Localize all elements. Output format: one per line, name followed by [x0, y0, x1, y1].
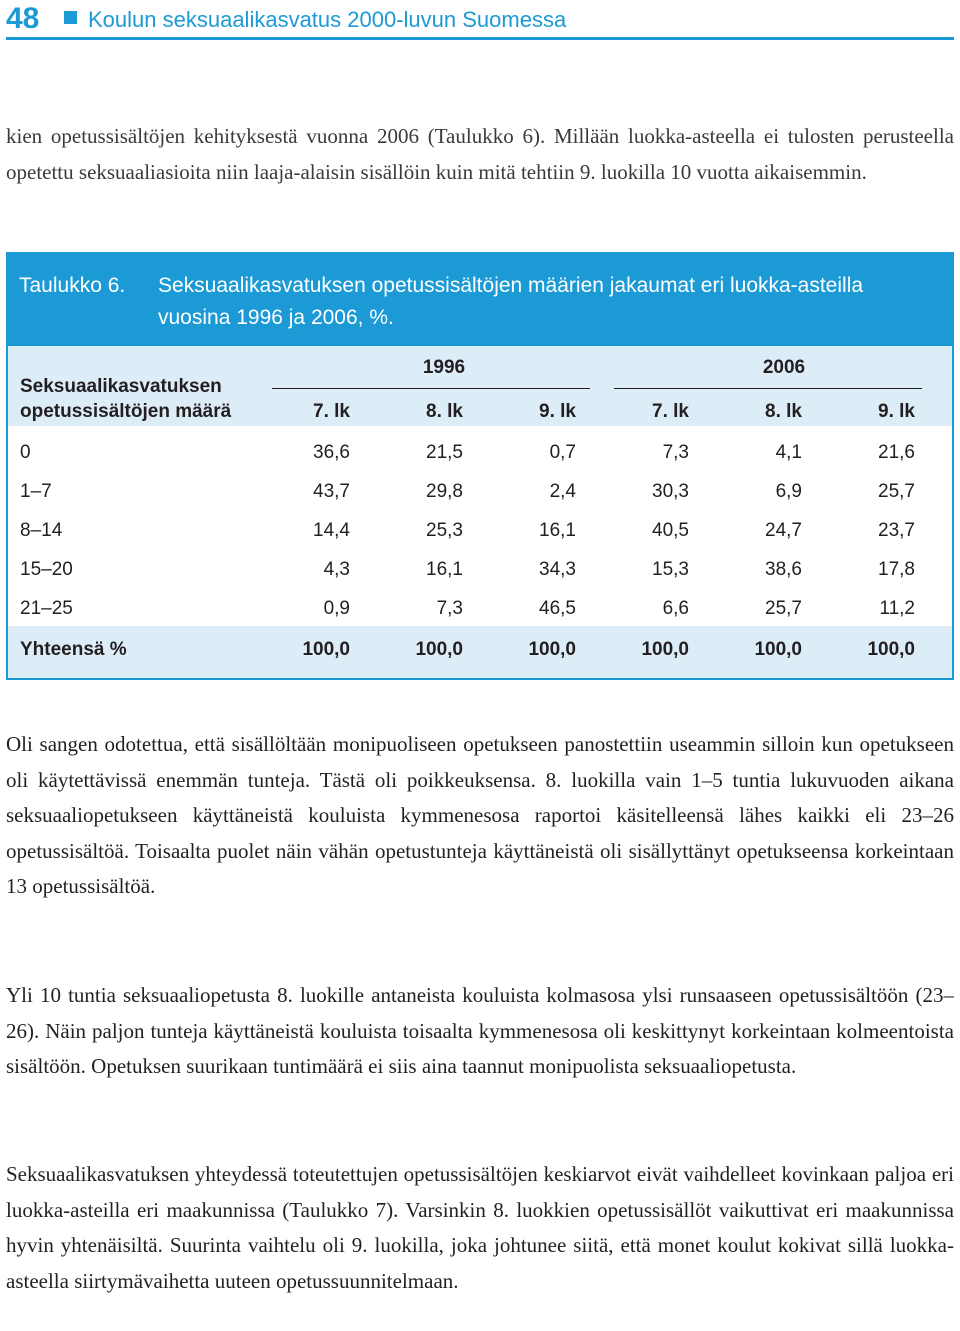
table-cell: 25,7 — [765, 598, 802, 619]
total-cell: 100,0 — [641, 639, 689, 660]
table-cell: 43,7 — [313, 481, 350, 502]
table-cell: 29,8 — [426, 481, 463, 502]
col-header: 8. lk — [765, 401, 802, 422]
body-paragraph: Seksuaalikasvatuksen yhteydessä toteutettujen opetussisältöjen keskiarvot eivät vaihdelleet kovinkaan paljoa eri luokka-asteilla eri maakunnissa (Taulukko 7). Varsinkin 8. luokkien opetussisällöt vaikuttivat eri maakunnissa hyvin yhtenäisiltä. Suurinta vaihtelu oli 9. luokilla, joka johtunee siitä, että monet koulut kokivat sillä luokka-asteella siirtymävaihetta uuteen opetussuunnitelmaan. — [6, 1162, 954, 1293]
table-cell: 6,6 — [662, 598, 689, 619]
table-cell: 14,4 — [313, 520, 350, 541]
table-cell: 23,7 — [878, 520, 915, 541]
body-paragraph: Oli sangen odotettua, että sisällöltään monipuoliseen opetukseen panostettiin useammin silloin kun opetukseen oli käytettävissä enemmän tunteja. Tästä oli poikkeuksensa. 8. luokilla vain 1–5 tuntia lukuvuoden aikana seksuaaliopetukseen käyttäneistä kouluista kymmenesosa raportoi käsitelleensä lähes kaikki eli 23–26 opetussisältöä. Toisaalta puolet näin vähän opetustunteja käyttäneistä oli sisällyttänyt opetukseensa korkeintaan 13 opetussisältöä. — [6, 732, 954, 898]
table-cell: 15,3 — [652, 559, 689, 580]
page-number: 48 — [6, 2, 40, 35]
table-cell: 4,1 — [775, 442, 802, 463]
table-cell: 30,3 — [652, 481, 689, 502]
table-cell: 21,6 — [878, 442, 915, 463]
caption-text: Seksuaalikasvatuksen opetussisältöjen määrien jakaumat eri luokka-asteilla vuosina 1996 ja 2006, %. — [158, 274, 864, 329]
table-cell: 24,7 — [765, 520, 802, 541]
total-row — [8, 626, 952, 678]
table-cell: 7,3 — [436, 598, 463, 619]
table-cell: 0,7 — [549, 442, 576, 463]
year-2006: 2006 — [762, 357, 806, 378]
header-rule — [6, 37, 954, 40]
year-2006-rule — [614, 388, 922, 389]
table-cell: 25,7 — [878, 481, 915, 502]
table-cell: 34,3 — [539, 559, 576, 580]
table-row — [8, 434, 952, 473]
row-label: 21–25 — [20, 598, 73, 619]
body-paragraph: Yli 10 tuntia seksuaaliopetusta 8. luokille antaneista kouluista kolmasosa ylsi runsaaseen opetussisältöön (23–26). Näin paljon tunteja käyttäneistä kouluista toisaalta kymmenesosa oli keskittynyt korkeintaan kolmeentoista sisältöön. Opetuksen suurikaan tuntimäärä ei siis aina taannut monipuolista seksuaaliopetusta. — [6, 983, 954, 1078]
caption-label: Taulukko 6. — [19, 274, 126, 297]
table-cell: 46,5 — [539, 598, 576, 619]
row-label: 8–14 — [20, 520, 63, 541]
table-cell: 21,5 — [426, 442, 463, 463]
table-cell: 17,8 — [878, 559, 915, 580]
row-header-line2: opetussisältöjen määrä — [20, 401, 232, 422]
table-cell: 16,1 — [426, 559, 463, 580]
total-cell: 100,0 — [415, 639, 463, 660]
col-header: 8. lk — [426, 401, 463, 422]
table-cell: 7,3 — [662, 442, 689, 463]
table-row — [8, 590, 952, 629]
table-header — [8, 346, 952, 426]
total-label: Yhteensä % — [20, 639, 127, 660]
table-cell: 11,2 — [879, 598, 915, 619]
page-header — [0, 0, 960, 40]
col-header: 7. lk — [652, 401, 689, 422]
year-1996-rule — [272, 388, 590, 389]
table-cell: 36,6 — [313, 442, 350, 463]
table-cell: 6,9 — [775, 481, 802, 502]
table-row — [8, 512, 952, 551]
col-header: 9. lk — [878, 401, 915, 422]
total-cell: 100,0 — [867, 639, 915, 660]
square-bullet-icon — [64, 11, 77, 24]
total-cell: 100,0 — [302, 639, 350, 660]
table-cell: 40,5 — [652, 520, 689, 541]
table-caption — [8, 254, 952, 346]
table-cell: 0,9 — [323, 598, 350, 619]
row-header-label — [20, 374, 231, 424]
table-row — [8, 473, 952, 512]
table-row — [8, 551, 952, 590]
col-header: 9. lk — [539, 401, 576, 422]
total-cell: 100,0 — [754, 639, 802, 660]
total-cell: 100,0 — [528, 639, 576, 660]
table-6 — [6, 252, 954, 680]
col-header: 7. lk — [313, 401, 350, 422]
intro-paragraph: kien opetussisältöjen kehityksestä vuonna 2006 (Taulukko 6). Millään luokka-asteella ei tulosten perusteella opetettu seksuaaliasioita niin laaja-alaisin sisällöin kuin mitä tehtiin 9. luokilla 10 vuotta aikaisemmin. — [6, 124, 954, 184]
table-cell: 25,3 — [426, 520, 463, 541]
table-cell: 38,6 — [765, 559, 802, 580]
table-cell: 4,3 — [323, 559, 350, 580]
running-title: Koulun seksuaalikasvatus 2000-luvun Suomessa — [88, 7, 567, 32]
row-header-line1: Seksuaalikasvatuksen — [20, 376, 222, 397]
row-label: 15–20 — [20, 559, 73, 580]
row-label: 0 — [20, 442, 31, 463]
table-cell: 2,4 — [549, 481, 576, 502]
year-1996: 1996 — [422, 357, 466, 378]
row-label: 1–7 — [20, 481, 52, 502]
table-cell: 16,1 — [539, 520, 576, 541]
